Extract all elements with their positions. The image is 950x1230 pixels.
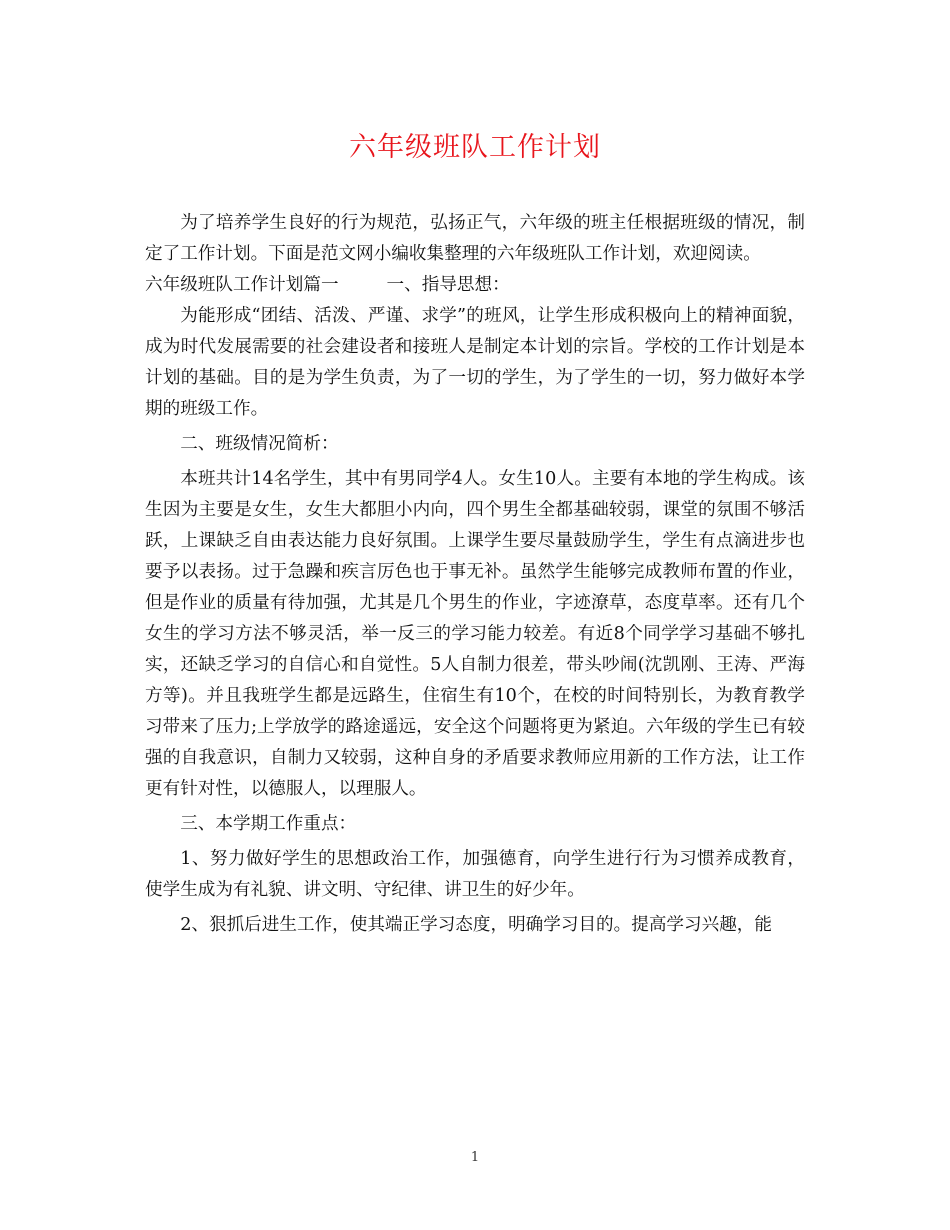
section1-heading: 一、指导思想： bbox=[386, 275, 510, 295]
intro-paragraph: 为了培养学生良好的行为规范，弘扬正气，六年级的班主任根据班级的情况，制定了工作计划。下面是范文网小编收集整理的六年级班队工作计划，欢迎阅读。 bbox=[145, 213, 805, 264]
section3-item-1: 1、努力做好学生的思想政治工作，加强德育，向学生进行行为习惯养成教育，使学生成为有礼貌、讲文明、守纪律、讲卫生的好少年。 bbox=[145, 849, 805, 900]
section3-item-2: 2、狠抓后进生工作，使其端正学习态度，明确学习目的。提高学习兴趣，能 bbox=[180, 915, 772, 935]
section1-paragraph: 为能形成“团结、活泼、严谨、求学”的班风，让学生形成积极向上的精神面貌，成为时代发展需要的社会建设者和接班人是制定本计划的宗旨。学校的工作计划是本计划的基础。目的是为学生负责，为了一切的学生，为了学生的一切，努力做好本学期的班级工作。 bbox=[145, 306, 805, 419]
section2-heading: 二、班级情况简析： bbox=[180, 434, 339, 454]
document-body bbox=[145, 208, 805, 941]
section3-heading: 三、本学期工作重点： bbox=[180, 814, 357, 834]
page-number: 1 bbox=[470, 1150, 480, 1165]
part-heading: 六年级班队工作计划篇一 bbox=[145, 275, 339, 295]
document-title: 六年级班队工作计划 bbox=[349, 132, 601, 163]
part-heading-line bbox=[145, 270, 805, 301]
section2-paragraph: 本班共计14名学生，其中有男同学4人。女生10人。主要有本地的学生构成。该生因为主要是女生，女生大都胆小内向，四个男生全都基础较弱，课堂的氛围不够活跃，上课缺乏自由表达能力良好氛围。上课学生要尽量鼓励学生，学生有点滴进步也要予以表扬。过于急躁和疾言厉色也于事无补。虽然学生能够完成教师布置的作业，但是作业的质量有待加强，尤其是几个男生的作业，字迹潦草，态度草率。还有几个女生的学习方法不够灵活，举一反三的学习能力较差。有近8个同学学习基础不够扎实，还缺乏学习的自信心和自觉性。5人自制力很差，带头吵闹(沈凯刚、王涛、严海方等)。并且我班学生都是远路生，住宿生有10个，在校的时间特别长，为教育教学习带来了压力;上学放学的路途遥远，安全这个问题将更为紧迫。六年级的学生已有较强的自我意识，自制力又较弱，这种自身的矛盾要求教师应用新的工作方法，让工作更有针对性，以德服人，以理服人。 bbox=[145, 469, 805, 799]
